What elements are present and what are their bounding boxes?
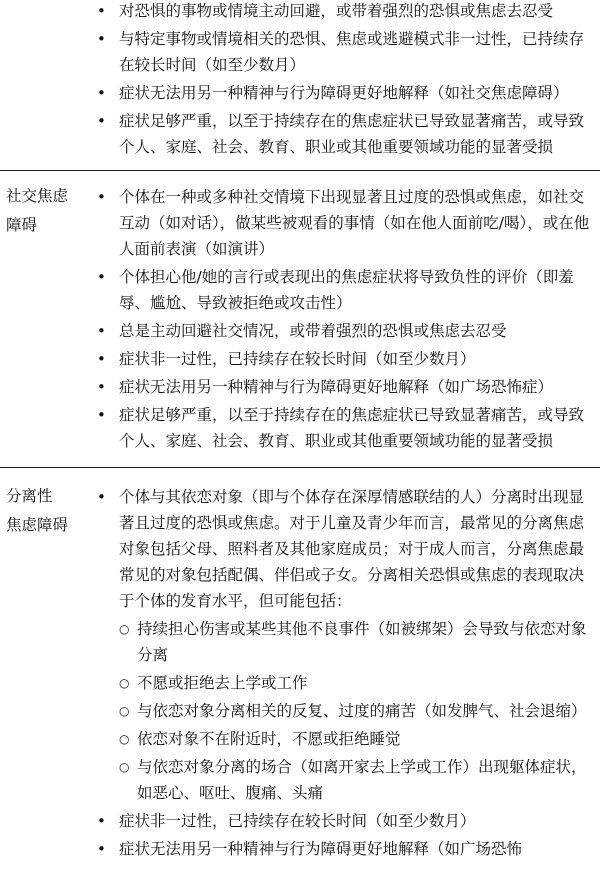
sub-list-item-text: 与依恋对象分离的场合（如离开家去上学或工作）出现躯体症状，如恶心、呕吐、腹痛、头痛	[137, 758, 587, 802]
bullet-icon: •	[97, 406, 106, 424]
list-item	[0, 374, 600, 400]
list-item	[0, 108, 600, 160]
bullet-icon: •	[97, 488, 106, 506]
bullet-icon: •	[97, 188, 106, 206]
list-item	[0, 318, 600, 344]
section3-list	[0, 484, 600, 862]
section1-list	[0, 0, 600, 160]
list-item	[0, 184, 600, 262]
list-item-text: 症状无法用另一种精神与行为障碍更好地解释（如广场恐怖	[119, 840, 523, 858]
list-item	[0, 0, 600, 24]
list-item	[0, 80, 600, 106]
list-item-text: 症状足够严重，以至于持续存在的焦虑症状已导致显著痛苦，或导致个人、家庭、社会、教育、职业或其他重要领域功能的显著受损	[119, 406, 585, 450]
bullet-icon: •	[97, 84, 106, 102]
sub-list-item	[0, 616, 600, 668]
list-item-text: 症状无法用另一种精神与行为障碍更好地解释（如社交焦虑障碍）	[119, 84, 569, 102]
sub-list-item-text: 与依恋对象分离相关的反复、过度的痛苦（如发脾气、社会退缩）	[137, 702, 587, 720]
list-item-text: 个体在一种或多种社交情境下出现显著且过度的恐惧或焦虑，如社交互动（如对话），做某些被观看的事情（如在他人面前吃/喝），或在他人面前表演（如演讲）	[119, 188, 590, 258]
list-item-text: 症状足够严重，以至于持续存在的焦虑症状已导致显著痛苦，或导致个人、家庭、社会、教育、职业或其他重要领域功能的显著受损	[119, 112, 585, 156]
bullet-icon: •	[97, 112, 106, 130]
sub-list-item	[0, 670, 600, 696]
sub-list-item-text: 依恋对象不在附近时，不愿或拒绝睡觉	[137, 730, 401, 748]
list-item	[0, 836, 600, 862]
bullet-icon: •	[97, 2, 106, 20]
list-item	[0, 264, 600, 316]
bullet-icon: •	[97, 350, 106, 368]
label-line: 社交焦虑	[6, 187, 69, 205]
bullet-icon: •	[97, 378, 106, 396]
sub-bullet-icon: ○	[119, 676, 130, 690]
bullet-icon: •	[97, 812, 106, 830]
sub-bullet-icon: ○	[119, 760, 130, 774]
list-item-text: 与特定事物或情境相关的恐惧、焦虑或逃避模式非一过性，已持续存在较长时间（如至少数月）	[119, 30, 585, 74]
section2-list	[0, 184, 600, 454]
list-item-text: 症状非一过性，已持续存在较长时间（如至少数月）	[119, 350, 476, 368]
sub-list-item	[0, 698, 600, 724]
list-item-text: 个体担心他/她的言行或表现出的焦虑症状将导致负性的评价（即羞辱、尴尬、导致被拒绝或攻击性）	[119, 268, 574, 312]
list-item-text: 对恐惧的事物或情境主动回避，或带着强烈的恐惧或焦虑去忍受	[119, 2, 554, 20]
list-item-text: 症状无法用另一种精神与行为障碍更好地解释（如广场恐怖症）	[119, 378, 554, 396]
list-item	[0, 346, 600, 372]
sub-list-item	[0, 754, 600, 806]
list-item	[0, 808, 600, 834]
sub-bullet-icon: ○	[119, 732, 130, 746]
list-item-text: 症状非一过性，已持续存在较长时间（如至少数月）	[119, 812, 476, 830]
label-line: 障碍	[6, 216, 38, 234]
sub-list-item	[0, 726, 600, 752]
bullet-icon: •	[97, 322, 106, 340]
list-item	[0, 26, 600, 78]
label-line: 分离性	[6, 487, 53, 505]
section-divider	[0, 170, 600, 171]
bullet-icon: •	[97, 840, 106, 858]
list-item	[0, 484, 600, 614]
bullet-icon: •	[97, 268, 106, 286]
sub-list-item-text: 持续担心伤害或某些其他不良事件（如被绑架）会导致与依恋对象分离	[137, 620, 587, 664]
sub-bullet-icon: ○	[119, 704, 130, 718]
list-item-text: 总是主动回避社交情况，或带着强烈的恐惧或焦虑去忍受	[119, 322, 507, 340]
list-item	[0, 402, 600, 454]
list-item-text: 个体与其依恋对象（即与个体存在深厚情感联结的人）分离时出现显著且过度的恐惧或焦虑。对于儿童及青少年而言，最常见的分离焦虑对象包括父母、照料者及其他家庭成员；对于成人而言，分离焦虑最常见的对象包括配偶、伴侣或子女。分离相关恐惧或焦虑的表现取决于个体的发育水平，但可能包括：	[119, 488, 585, 610]
section-divider	[0, 467, 600, 468]
bullet-icon: •	[97, 30, 106, 48]
sub-list-item-text: 不愿或拒绝去上学或工作	[137, 674, 308, 692]
label-line: 焦虑障碍	[6, 516, 69, 534]
sub-bullet-icon: ○	[119, 622, 130, 636]
